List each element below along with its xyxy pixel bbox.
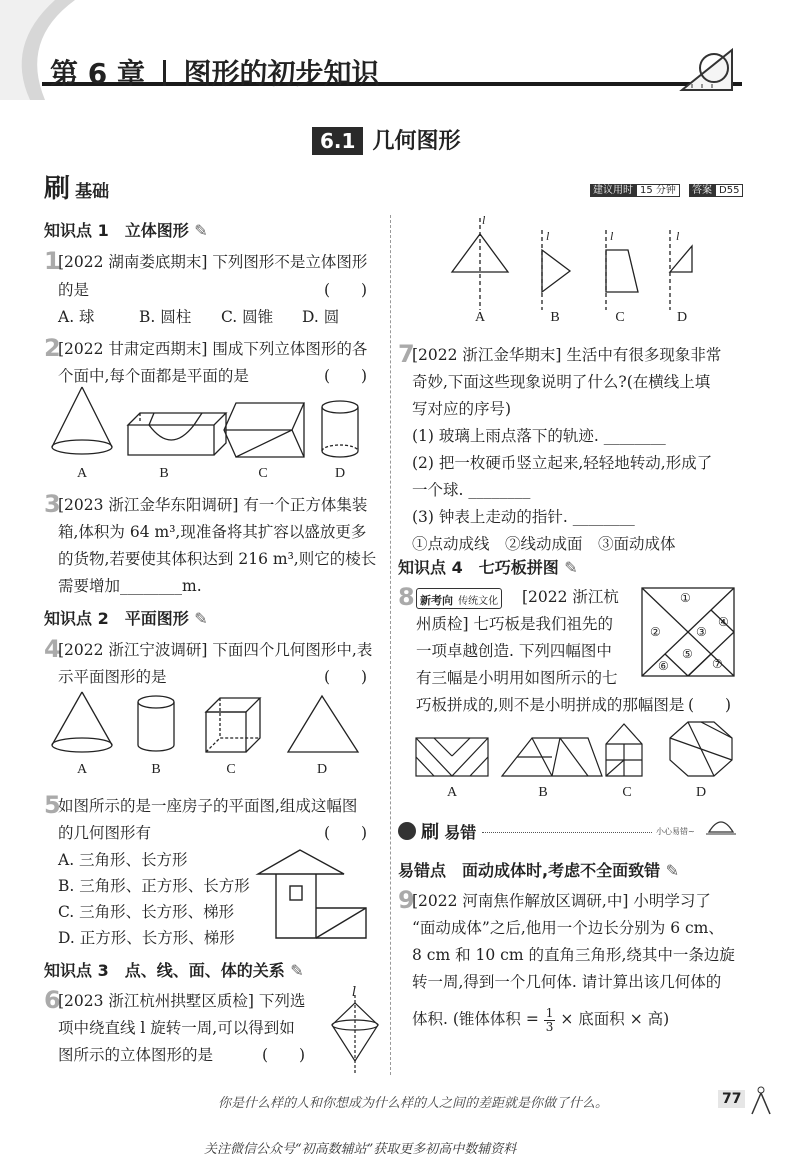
q3-line1: [2023 浙江金华东阳调研] 有一个正方体集装 bbox=[58, 496, 368, 514]
q7-item-2-cont: 一个球. ________ bbox=[412, 481, 531, 499]
page-number: 77 bbox=[718, 1090, 745, 1108]
compass-icon bbox=[748, 1086, 774, 1116]
q6-option-axis-d: l bbox=[676, 229, 680, 243]
basic-brand: 刷 bbox=[44, 174, 71, 204]
error-circle-icon bbox=[398, 822, 416, 840]
error-label: 易错 bbox=[444, 823, 477, 842]
knowledge-point-4: 知识点 4 七巧板拼图 ✎ bbox=[398, 558, 578, 577]
answer-page: D55 bbox=[715, 184, 743, 197]
q1-option-a: A. 球 bbox=[58, 308, 95, 326]
q9-line1: [2022 河南焦作解放区调研,中] 小明学习了 bbox=[412, 892, 711, 910]
q8-line3: 一项卓越创造. 下列四幅图中 bbox=[416, 642, 612, 660]
q7-item-1: (1) 玻璃上雨点落下的轨迹. ________ bbox=[412, 427, 666, 445]
q8-label-b: B bbox=[538, 785, 548, 800]
q8-label-c: C bbox=[622, 785, 632, 800]
q9-line3: 8 cm 和 10 cm 的直角三角形,绕其中一条边旋 bbox=[412, 946, 735, 964]
tangram-piece-6: ⑥ bbox=[658, 659, 669, 673]
error-dotted-rule bbox=[482, 832, 652, 833]
q7-line1: [2022 浙江金华期末] 生活中有很多现象非常 bbox=[412, 346, 722, 364]
q2-answer-paren: ( ) bbox=[324, 367, 368, 385]
q6-number: 6 bbox=[44, 986, 61, 1014]
chapter-name: 图形的初步知识 bbox=[183, 57, 380, 90]
tangram-piece-4: ④ bbox=[718, 615, 729, 629]
basic-meta bbox=[590, 178, 743, 197]
error-brand: 刷 bbox=[421, 822, 440, 843]
q8-line5: 巧板拼成的,则不是小明拼成的那幅图是 bbox=[416, 696, 685, 714]
column-divider bbox=[390, 215, 391, 1075]
q4-label-a: A bbox=[76, 762, 88, 777]
q6-options-figures bbox=[430, 210, 750, 310]
q9-fraction bbox=[544, 1007, 556, 1034]
pen-icon: ✎ bbox=[194, 221, 208, 240]
q6-answer-paren: ( ) bbox=[262, 1046, 306, 1064]
q1-number: 1 bbox=[44, 247, 61, 275]
q5-answer-paren: ( ) bbox=[324, 824, 368, 842]
chapter-number: 第 6 章 bbox=[50, 57, 145, 90]
q1-answer-paren: ( ) bbox=[324, 281, 368, 299]
q3-line2: 箱,体积为 64 m³,现准备将其扩容以盛放更多 bbox=[58, 523, 367, 541]
tangram-piece-2: ② bbox=[650, 625, 661, 639]
time-label: 建议用时 bbox=[590, 184, 636, 197]
q9-frac-den: 3 bbox=[545, 1019, 554, 1034]
knowledge-point-2: 知识点 2 平面图形 ✎ bbox=[44, 609, 208, 628]
q8-line2: 州质检] 七巧板是我们祖先的 bbox=[416, 615, 613, 633]
q4-figures bbox=[44, 690, 384, 760]
section-name: 几何图形 bbox=[372, 129, 461, 154]
basic-label: 基础 bbox=[75, 182, 110, 202]
q2-figures bbox=[44, 385, 384, 465]
q5-option-a: A. 三角形、长方形 bbox=[58, 851, 188, 869]
q2-number: 2 bbox=[44, 334, 61, 362]
q2-line2: 个面中,每个面都是平面的是 bbox=[58, 367, 249, 385]
q8-answer-paren: ( ) bbox=[688, 696, 732, 714]
q2-label-b: B bbox=[159, 466, 169, 481]
q4-label-d: D bbox=[316, 762, 328, 777]
q8-tag bbox=[416, 588, 502, 609]
q1-option-b: B. 圆柱 bbox=[139, 308, 192, 326]
q4-line2: 示平面图形的是 bbox=[58, 668, 167, 686]
error-heading bbox=[398, 818, 476, 844]
q2-label-d: D bbox=[334, 466, 346, 481]
pen-icon: ✎ bbox=[290, 961, 304, 980]
q4-answer-paren: ( ) bbox=[324, 668, 368, 686]
error-knowledge-point: 易错点 面动成体时,考虑不全面致错 ✎ bbox=[398, 861, 680, 880]
q5-number: 5 bbox=[44, 791, 61, 819]
q6-option-axis-c: l bbox=[610, 229, 614, 243]
chapter-divider bbox=[163, 60, 166, 86]
q7-line3: 写对应的序号) bbox=[412, 400, 512, 418]
section-number-badge: 6.1 bbox=[312, 127, 363, 155]
protractor-ruler-icon bbox=[672, 40, 742, 100]
q5-house-figure bbox=[250, 848, 380, 948]
q1-line1: [2022 湖南娄底期末] 下列图形不是立体图形 bbox=[58, 253, 368, 271]
q1-option-c: C. 圆锥 bbox=[221, 308, 274, 326]
tangram-piece-3: ③ bbox=[696, 625, 707, 639]
q8-line1: [2022 浙江杭 bbox=[522, 588, 619, 606]
q4-number: 4 bbox=[44, 635, 61, 663]
q4-line1: [2022 浙江宁波调研] 下面四个几何图形中,表 bbox=[58, 641, 373, 659]
q5-option-c: C. 三角形、长方形、梯形 bbox=[58, 903, 235, 921]
pen-icon: ✎ bbox=[564, 558, 578, 577]
pen-icon: ✎ bbox=[194, 609, 208, 628]
q5-line2: 的几何图形有 bbox=[58, 824, 152, 842]
q6-option-axis-a: l bbox=[482, 213, 486, 227]
pen-icon: ✎ bbox=[665, 861, 680, 880]
footer-note: 关注微信公众号“初高数辅站”获取更多初高中数辅资料 bbox=[204, 1142, 517, 1157]
q3-line3: 的货物,若要使其体积达到 216 m³,则它的棱长 bbox=[58, 550, 377, 568]
q8-label-d: D bbox=[695, 785, 707, 800]
q9-number: 9 bbox=[398, 886, 415, 914]
q9-line5-text: 体积. bbox=[412, 1010, 448, 1028]
q6-line2: 项中绕直线 l 旋转一周,可以得到如 bbox=[58, 1019, 295, 1037]
q9-formula-pre: (锥体体积 = bbox=[452, 1010, 539, 1028]
q2-label-c: C bbox=[258, 466, 268, 481]
q8-tag-culture: 传统文化 bbox=[458, 596, 499, 607]
q6-option-axis-b: l bbox=[546, 229, 550, 243]
q6-line1: [2023 浙江杭州拱墅区质检] 下列选 bbox=[58, 992, 306, 1010]
error-motto: 小心易错~ bbox=[656, 827, 695, 836]
q8-tangram-figure bbox=[640, 586, 740, 680]
q6-double-cone-figure bbox=[330, 995, 390, 1075]
q6-option-label-a: A bbox=[474, 310, 486, 325]
q2-label-a: A bbox=[76, 466, 88, 481]
footer-motto: 你是什么样的人和你想成为什么样的人之间的差距就是你做了什么。 bbox=[218, 1096, 609, 1111]
q5-option-d: D. 正方形、长方形、梯形 bbox=[58, 929, 235, 947]
chapter-title bbox=[50, 52, 380, 92]
tangram-piece-5: ⑤ bbox=[682, 647, 693, 661]
q1-line2: 的是 bbox=[58, 281, 90, 299]
q7-item-3: (3) 钟表上走动的指针. ________ bbox=[412, 508, 635, 526]
q8-tag-new: 新考向 bbox=[420, 594, 453, 607]
q5-line1: 如图所示的是一座房子的平面图,组成这幅图 bbox=[58, 797, 358, 815]
q3-line4: 需要增加________m. bbox=[58, 577, 202, 595]
q1-option-d: D. 圆 bbox=[302, 308, 340, 326]
q7-item-2: (2) 把一枚硬币竖立起来,轻轻地转动,形成了 bbox=[412, 454, 713, 472]
q8-line4: 有三幅是小明用如图所示的七 bbox=[416, 669, 618, 687]
q7-choices: ①点动成线 ②线动成面 ③面动成体 bbox=[412, 535, 676, 553]
q7-line2: 奇妙,下面这些现象说明了什么?(在横线上填 bbox=[412, 373, 711, 391]
answer-label: 答案 bbox=[689, 184, 715, 197]
section-title bbox=[312, 124, 461, 155]
q4-label-c: C bbox=[226, 762, 236, 777]
q4-label-b: B bbox=[151, 762, 161, 777]
knowledge-point-1: 知识点 1 立体图形 ✎ bbox=[44, 221, 208, 240]
basic-heading bbox=[44, 168, 109, 205]
q9-line5 bbox=[412, 1005, 669, 1034]
q8-number: 8 bbox=[398, 583, 415, 611]
q7-number: 7 bbox=[398, 340, 415, 368]
q9-frac-num: 1 bbox=[545, 1005, 554, 1020]
tangram-piece-7: ⑦ bbox=[712, 657, 723, 671]
sun-icon bbox=[706, 814, 736, 836]
q9-line4: 转一周,得到一个几何体. 请计算出该几何体的 bbox=[412, 973, 722, 991]
q6-line3: 图所示的立体图形的是 bbox=[58, 1046, 214, 1064]
time-value: 15 分钟 bbox=[636, 184, 680, 197]
q8-label-a: A bbox=[446, 785, 458, 800]
q2-line1: [2022 甘肃定西期末] 围成下列立体图形的各 bbox=[58, 340, 368, 358]
q5-option-b: B. 三角形、正方形、长方形 bbox=[58, 877, 250, 895]
q9-line2: “面动成体”之后,他用一个边长分别为 6 cm、 bbox=[412, 919, 724, 937]
tangram-piece-1: ① bbox=[680, 591, 691, 605]
q9-formula-post: × 底面积 × 高) bbox=[560, 1010, 670, 1028]
q6-option-label-d: D bbox=[676, 310, 688, 325]
q6-axis-label: l bbox=[352, 985, 357, 1000]
q6-option-label-b: B bbox=[550, 310, 560, 325]
q3-number: 3 bbox=[44, 490, 61, 518]
header-bar bbox=[0, 0, 800, 100]
q8-options-figures bbox=[412, 714, 752, 784]
knowledge-point-3: 知识点 3 点、线、面、体的关系 ✎ bbox=[44, 961, 304, 980]
q6-option-label-c: C bbox=[615, 310, 625, 325]
